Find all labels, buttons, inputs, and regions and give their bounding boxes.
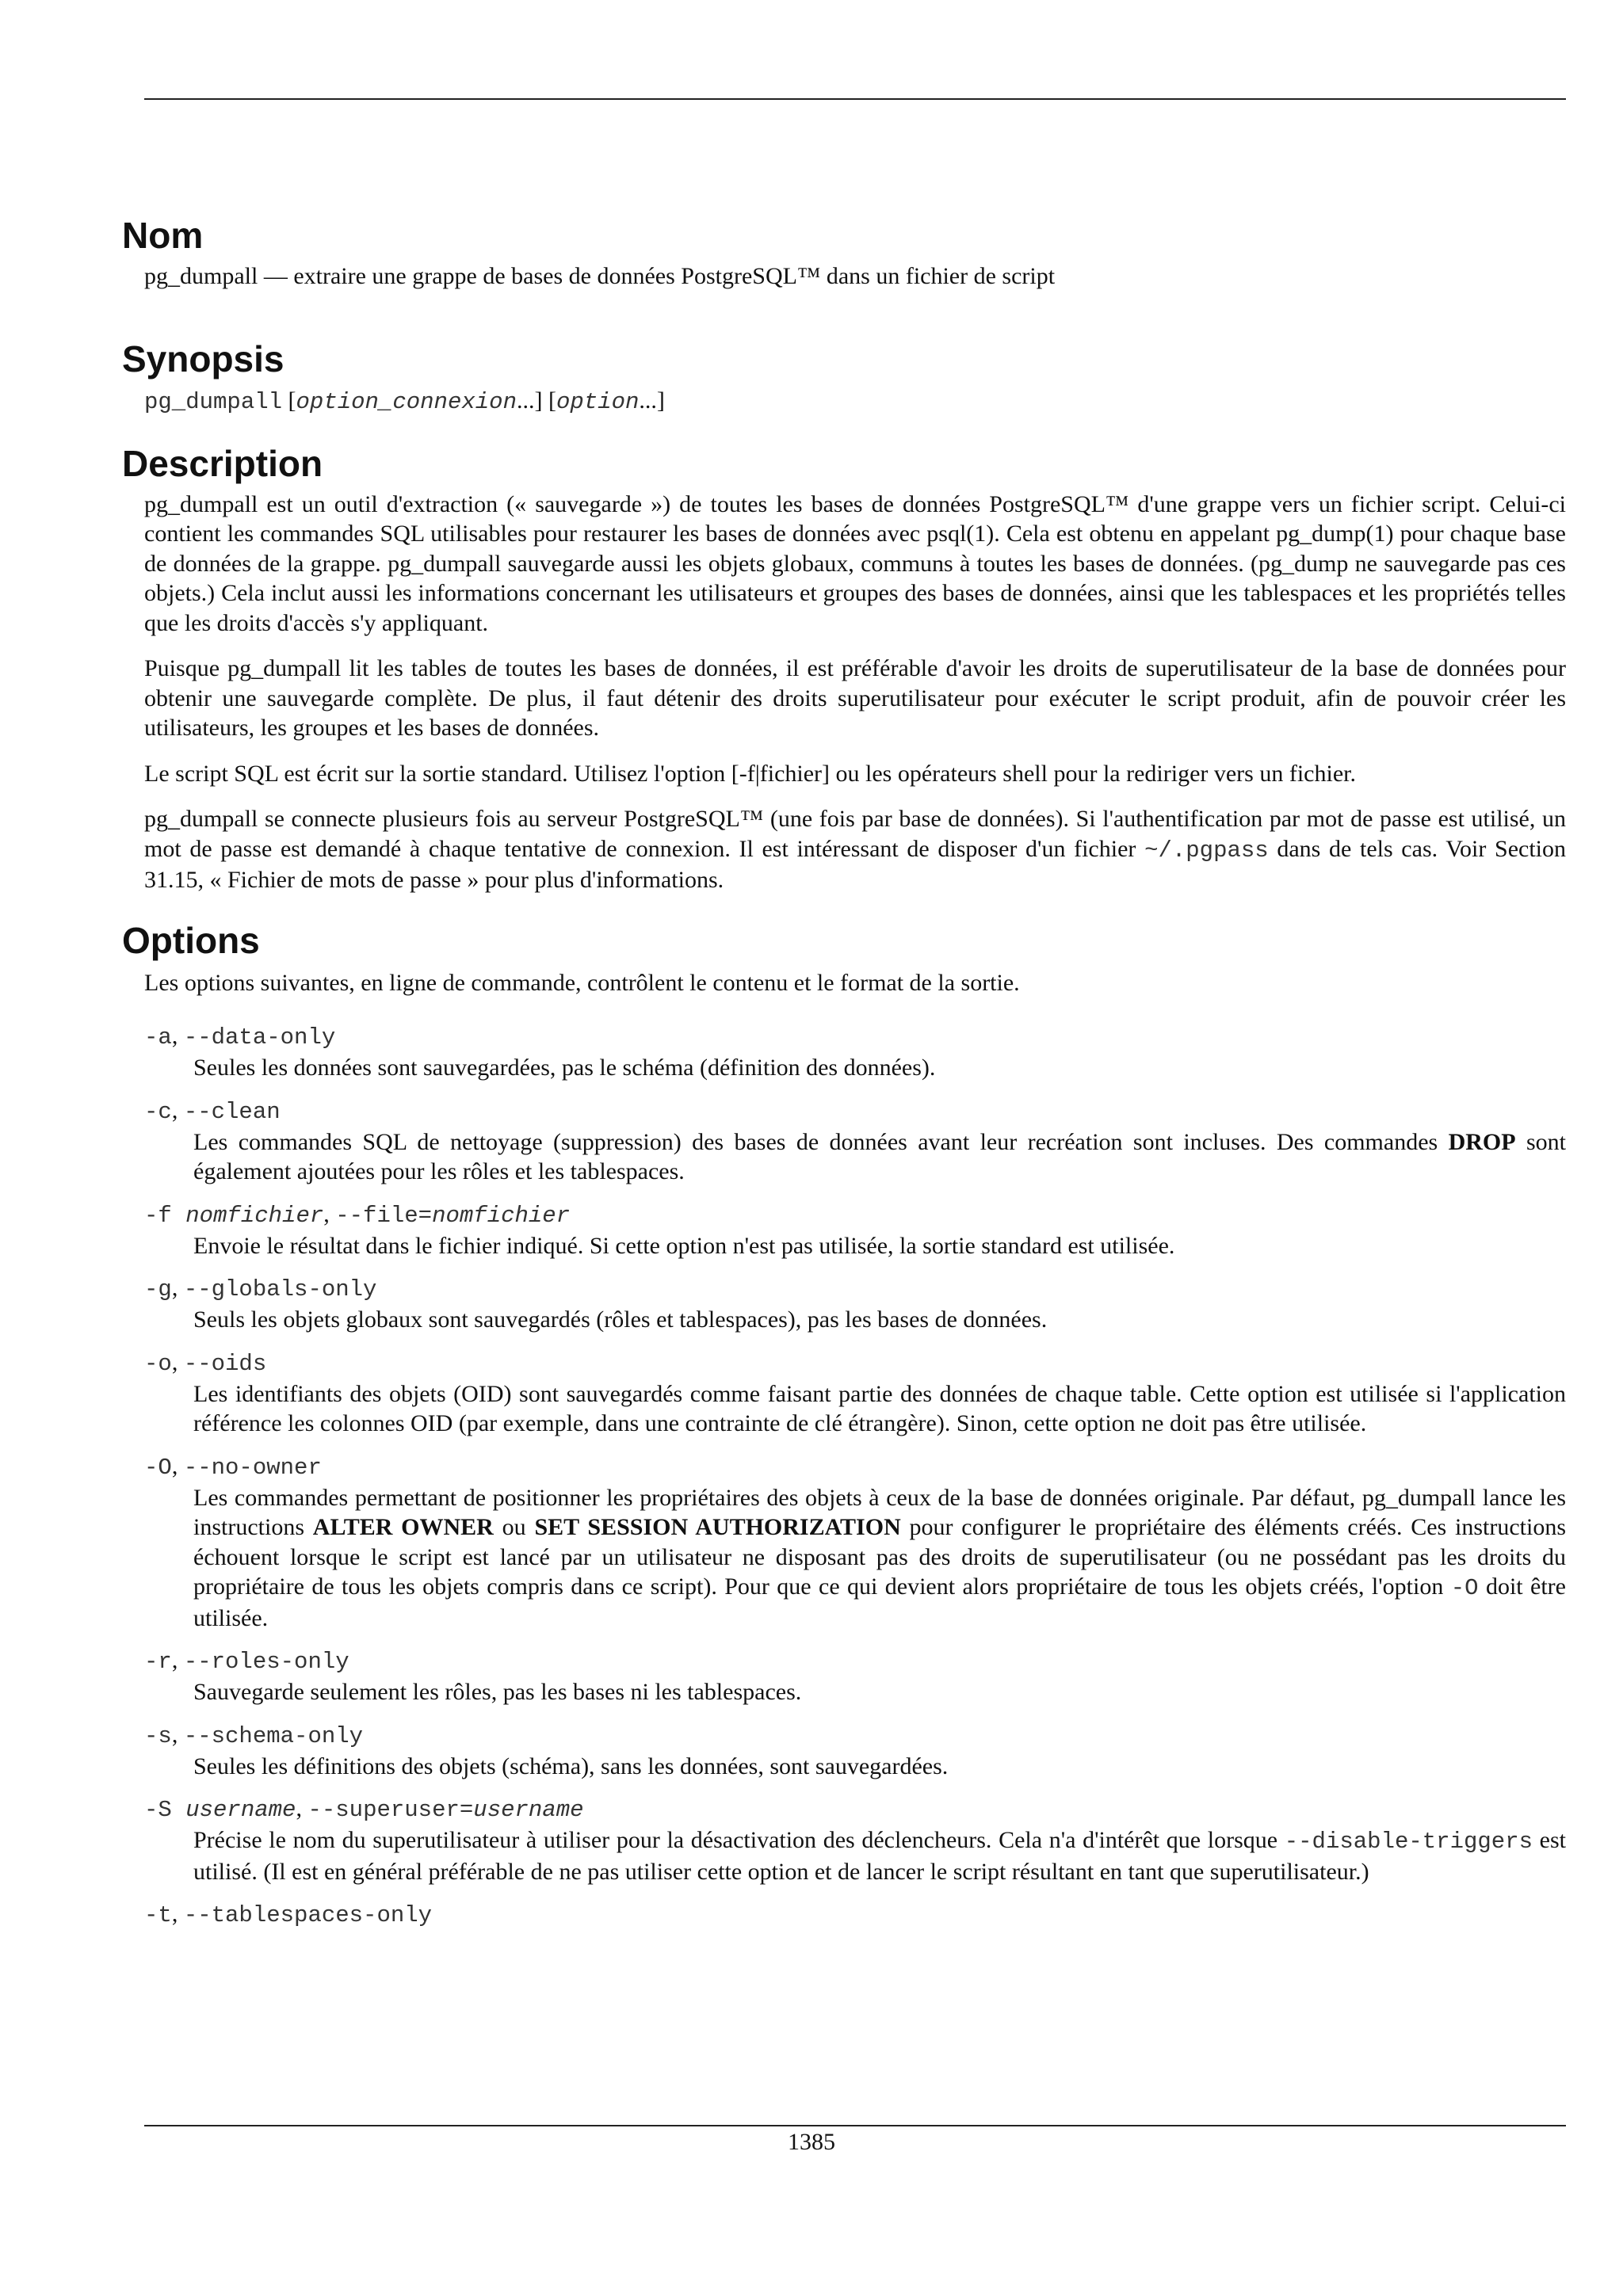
pgpass-code: ~/.pgpass: [1144, 837, 1269, 864]
option-description: Sauvegarde seulement les rôles, pas les bases ni les tablespaces.: [193, 1679, 802, 1705]
synopsis-arg: option: [556, 388, 640, 415]
option-description: Les commandes permettant de positionner les propriétaires des objets à ceux de la base de données originale. Par défaut, pg_dumpall lance les instructions ALTER OWNER ou SET SESSION AUTHORIZATION pour configurer le propriétaire des éléments créés. Ces instructions échouent lorsque le script est lancé par un utilisateur ne disposant pas des droits de superutilisateur (ou ne possédant pas les droits du propriétaire de tous les objets compris dans ce script). Pour que ce qui devient alors propriétaire de tous les objets créés, l'option -O doit être utilisée.: [193, 1484, 1567, 1631]
option-term: -f nomfichier, --file=nomfichier: [144, 1200, 571, 1229]
section-nom: [122, 212, 1566, 292]
option-description: Précise le nom du superutilisateur à utiliser pour la désactivation des déclencheurs. Cela n'a d'intérêt que lorsque --disable-triggers est utilisé. (Il est en général préférable de ne pas utiliser cette option et de lancer le script résultant en tant que superutilisateur.): [193, 1827, 1566, 1885]
description-paragraph: pg_dumpall est un outil d'extraction (« sauvegarde ») de toutes les bases de données PostgreSQL™ d'une grappe vers un fichier script. Celui-ci contient les commandes SQL utilisables pour restaurer les bases de données avec psql(1). Cela est obtenu en appelant pg_dump(1) pour chaque base de données de la grappe. pg_dumpall sauvegarde aussi les objets globaux, communs à toutes les bases de données. (pg_dump ne sauvegarde pas ces objets.) Cela inclut aussi les informations concernant les utilisateurs et groupes des bases de données, ainsi que les tablespaces et les propriétés telles que les droits d'accès s'y appliquant.: [144, 490, 1566, 636]
section-synopsis: [122, 336, 1566, 418]
option-item: [144, 1899, 1566, 1931]
option-item: [144, 1021, 1566, 1083]
option-term: -s, --schema-only: [144, 1721, 364, 1749]
option-term: -O, --no-owner: [144, 1452, 322, 1481]
section-heading-options: Options: [122, 919, 260, 961]
option-term: -t, --tablespaces-only: [144, 1901, 433, 1928]
option-term: -a, --data-only: [144, 1023, 336, 1051]
option-item: [144, 1273, 1566, 1335]
description-paragraph: Puisque pg_dumpall lit les tables de toutes les bases de données, il est préférable d'avoir les droits de superutilisateur de la base de données pour obtenir une sauvegarde complète. De plus, il faut détenir des droits superutilisateur pour exécuter le script produit, afin de pouvoir créer les utilisateurs, les groupes et les bases de données.: [144, 655, 1566, 741]
option-description: Seules les définitions des objets (schéma), sans les données, sont sauvegardées.: [193, 1753, 949, 1779]
nom-text: pg_dumpall — extraire une grappe de bases de données PostgreSQL™ dans un fichier de script: [144, 263, 1056, 289]
option-description: Seules les données sont sauvegardées, pas le schéma (définition des données).: [193, 1055, 936, 1081]
option-term: -g, --globals-only: [144, 1275, 377, 1302]
section-heading-synopsis: Synopsis: [122, 338, 285, 379]
section-heading-nom: Nom: [122, 215, 204, 256]
page-number: 1385: [788, 2129, 835, 2155]
page-content: [122, 212, 1567, 1953]
synopsis-line: pg_dumpall [option_connexion...] [option...]: [144, 387, 665, 415]
option-item: [144, 1096, 1566, 1187]
option-item: [144, 1794, 1566, 1886]
option-term: -o, --oids: [144, 1348, 267, 1377]
options-intro: Les options suivantes, en ligne de commande, contrôlent le contenu et le format de la sortie.: [144, 969, 1020, 996]
option-item: [144, 1451, 1566, 1634]
description-paragraph: pg_dumpall se connecte plusieurs fois au serveur PostgreSQL™ (une fois par base de données). Si l'authentification par mot de passe est utilisé, un mot de passe est demandé à chaque tentative de connexion. Il est intéressant de disposer d'un fichier ~/.pgpass dans de tels cas. Voir Section 31.15, « Fichier de mots de passe » pour plus d'informations.: [144, 806, 1566, 893]
option-description: Les identifiants des objets (OID) sont sauvegardés comme faisant partie des données de chaque table. Cette option est utilisée si l'application référence les colonnes OID (par exemple, dans une contrainte de clé étrangère). Sinon, cette option ne doit pas être utilisée.: [193, 1380, 1566, 1436]
option-description: Seuls les objets globaux sont sauvegardés (rôles et tablespaces), pas les bases de données.: [193, 1306, 1048, 1333]
footer-rule: [144, 2125, 1566, 2126]
synopsis-command: pg_dumpall: [144, 388, 283, 415]
option-term: -c, --clean: [144, 1097, 281, 1125]
option-item: [144, 1348, 1566, 1439]
option-item: [144, 1646, 1566, 1707]
section-heading-description: Description: [122, 442, 323, 484]
option-description: Envoie le résultat dans le fichier indiqué. Si cette option n'est pas utilisée, la sortie standard est utilisée.: [193, 1232, 1175, 1259]
header-rule: [144, 98, 1566, 100]
synopsis-arg: option_connexion: [296, 388, 517, 415]
section-description: [122, 441, 1566, 895]
section-options: [122, 917, 1567, 1932]
option-term: -S username, --superuser=username: [144, 1795, 584, 1823]
options-list: [144, 1021, 1566, 1931]
option-description: Les commandes SQL de nettoyage (suppression) des bases de données avant leur recréation sont incluses. Des commandes DROP sont également ajoutées pour les rôles et les tablespaces.: [193, 1128, 1566, 1184]
option-term: -r, --roles-only: [144, 1647, 349, 1675]
option-item: [144, 1720, 1566, 1782]
option-item: [144, 1199, 1566, 1261]
description-paragraph: Le script SQL est écrit sur la sortie standard. Utilisez l'option [-f|fichier] ou les opérateurs shell pour la rediriger vers un fichier.: [144, 760, 1356, 787]
